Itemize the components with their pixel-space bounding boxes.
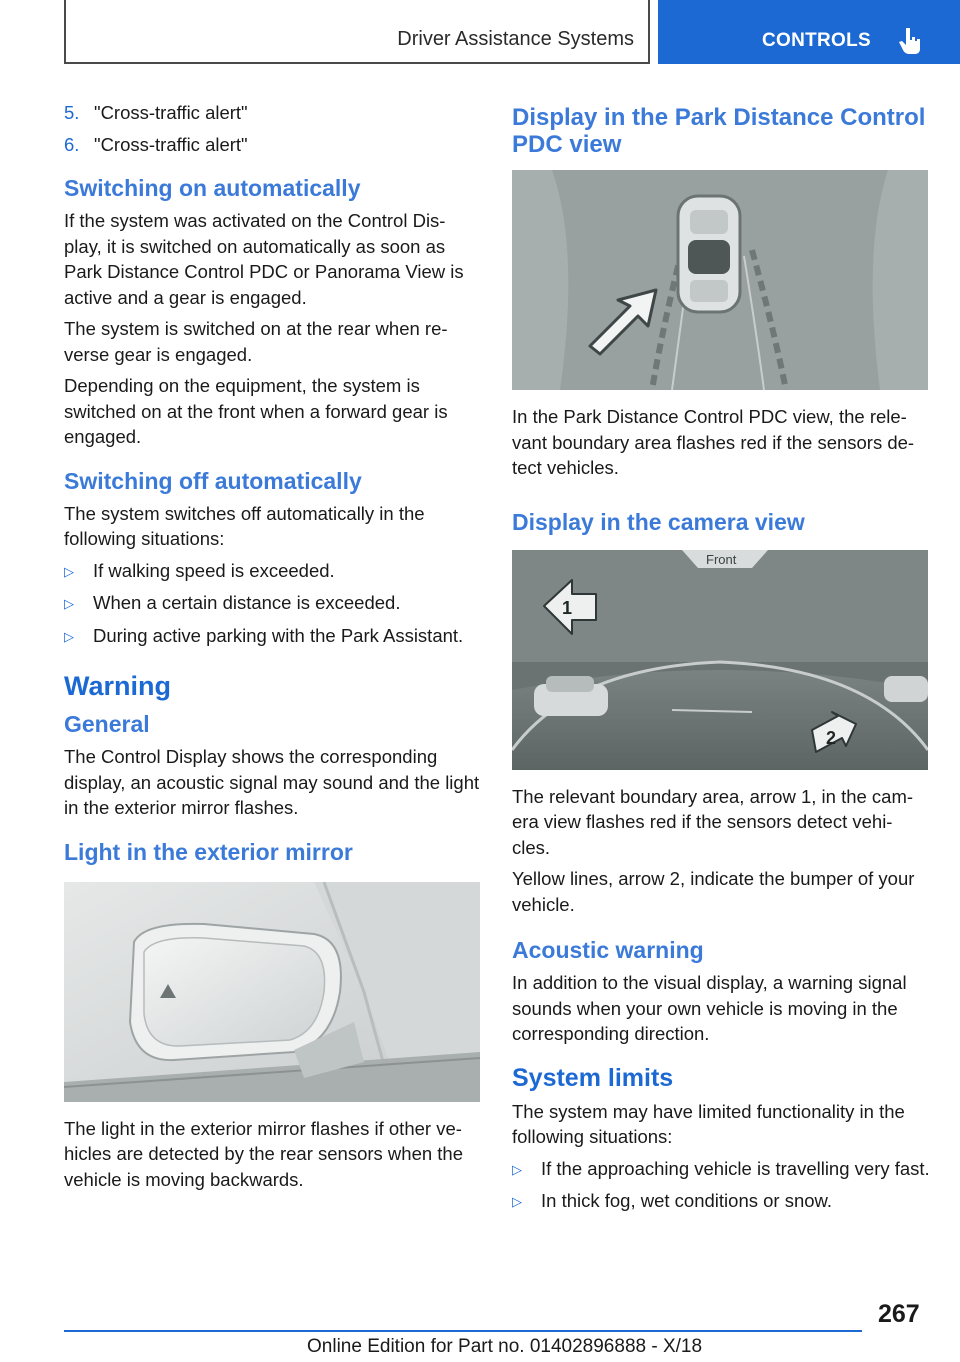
paragraph: The system switches off automatically in the following situations: (64, 502, 425, 549)
paragraph: The relevant boundary area, arrow 1, in the cam‐ era view flashes red if the sensors detect vehi‐ cles. (512, 785, 914, 858)
triangle-bullet-icon: ▷ (512, 1161, 522, 1177)
item-text: "Cross-traffic alert" (94, 102, 248, 123)
paragraph: The Control Display shows the corresponding display, an acoustic signal may sound and the light in the exterior mirror flashes. (64, 746, 480, 818)
camera-front-label: Front (706, 551, 737, 567)
mirror-illustration (64, 882, 480, 1102)
paragraph: In the Park Distance Control PDC view, the rele‐ vant boundary area flashes red if the sensors de‐ tect vehicles. (512, 406, 915, 478)
arrow-1-label: 1 (562, 597, 573, 618)
triangle-bullet-icon: ▷ (64, 563, 74, 579)
pdc-view-illustration (512, 170, 928, 390)
bullet-text: When a certain distance is exceeded. (93, 592, 401, 613)
paragraph: In addition to the visual display, a warning signal sounds when your own vehicle is moving in the corresponding direction. (512, 972, 907, 1044)
paragraph: Depending on the equipment, the system is switched on at the front when a forward gear is engaged. (64, 375, 448, 447)
controls-tab[interactable] (658, 0, 960, 64)
switch-on-heading: Switching on automatically (64, 175, 361, 201)
list-item (64, 100, 482, 126)
bullet-item (64, 590, 482, 617)
general-heading: General (64, 711, 150, 737)
bullet-item (512, 1188, 930, 1215)
paragraph: The system may have limited functionality in the following situations: (512, 1100, 905, 1147)
light-heading: Light in the exterior mirror (64, 838, 353, 865)
paragraph: Yellow lines, arrow 2, indicate the bumper of your vehicle. (512, 868, 915, 915)
list-item (64, 132, 482, 158)
bullet-item (64, 558, 482, 585)
page-number: 267 (878, 1300, 920, 1328)
header-frame (64, 0, 650, 64)
bullet-text: If the approaching vehicle is travelling very fast. (541, 1157, 930, 1179)
bullet-text: During active parking with the Park Assistant. (93, 624, 464, 646)
item-number: 5. (64, 102, 80, 123)
paragraph: If the system was activated on the Control Dis‐ play, it is switched on automatically as soon as Park Distance Control PDC or Panorama View is active and a gear is engaged. (64, 210, 464, 308)
triangle-bullet-icon: ▷ (64, 596, 74, 611)
arrow-2-label: 2 (826, 727, 837, 748)
bullet-text: If walking speed is exceeded. (93, 559, 335, 581)
bullet-text: In thick fog, wet conditions or snow. (541, 1190, 833, 1211)
item-number: 6. (64, 133, 80, 155)
pointing-hand-icon (898, 26, 924, 56)
triangle-bullet-icon: ▷ (512, 1194, 522, 1209)
section-title: Driver Assistance Systems (397, 28, 634, 50)
footer-divider (64, 1330, 862, 1332)
left-column (64, 100, 482, 1198)
bullet-item (512, 1156, 930, 1183)
paragraph: The light in the exterior mirror flashes if other ve‐ hicles are detected by the rear sensors when the vehicle is moving backwards. (64, 1117, 464, 1190)
limits-heading: System limits (512, 1063, 674, 1092)
triangle-bullet-icon: ▷ (64, 628, 74, 644)
item-text: "Cross-traffic alert" (94, 133, 248, 155)
right-column (512, 100, 930, 1221)
warning-heading: Warning (64, 671, 171, 701)
bullet-item (64, 623, 482, 650)
controls-tab-label: CONTROLS (762, 30, 872, 51)
camera-heading: Display in the camera view (512, 508, 805, 535)
pdc-heading: Display in the Park Distance Control PDC view (512, 104, 926, 158)
paragraph: The system is switched on at the rear when re‐ verse gear is engaged. (64, 318, 448, 365)
acoustic-heading: Acoustic warning (512, 937, 704, 963)
camera-view-illustration (512, 550, 928, 770)
edition-note: Online Edition for Part no. 01402896888 - X/18 (307, 1336, 703, 1357)
switch-off-heading: Switching off automatically (64, 467, 362, 494)
